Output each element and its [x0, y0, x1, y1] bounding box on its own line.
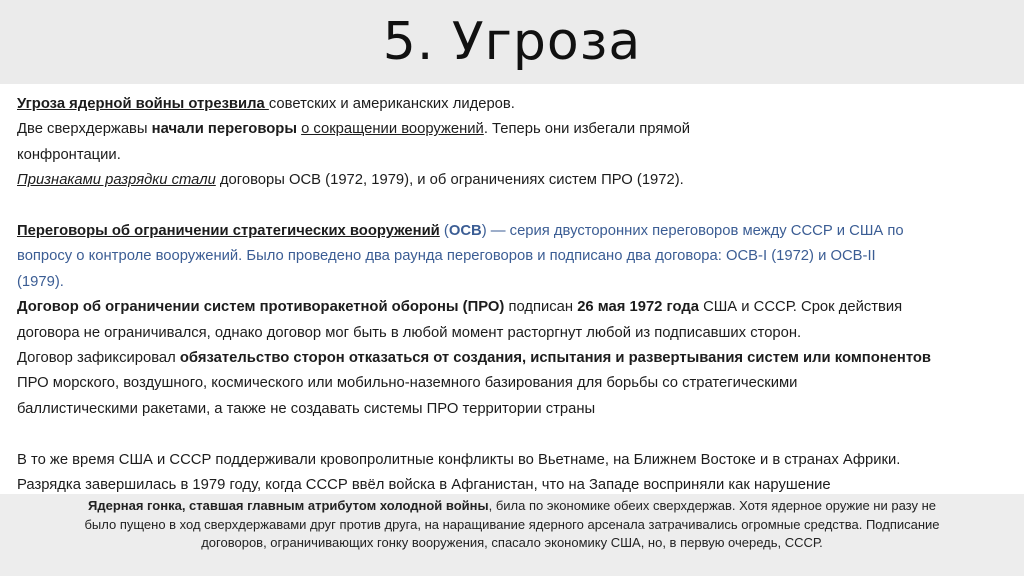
paragraph-negotiations — [17, 117, 1007, 142]
paragraph-detente — [17, 168, 1007, 193]
arms-race-phrase: Ядерная гонка, ставшая главным атрибутом холодной войны — [88, 498, 489, 513]
obligation-phrase: обязательство сторон отказаться от создания, испытания и развертывания систем или компонентов — [179, 350, 932, 367]
obligation-line2: ПРО морского, воздушного, космического или мобильно-наземного базирования для борьбы со стратегическими — [17, 375, 798, 392]
salt-description-line3: (1979). — [17, 273, 64, 290]
slide-title: 5. Угроза — [382, 12, 642, 72]
salt-description-line2: вопросу о контроле вооружений. Было проведено два раунда переговоров и подписано два договора: ОСВ-I (1972) и ОСВ-II — [17, 248, 876, 265]
treaties-text: договоры ОСВ (1972, 1979), и об ограничениях систем ПРО (1972). — [215, 172, 684, 189]
obligation-line3: баллистическими ракетами, а также не создавать системы ПРО территории страны — [17, 400, 596, 417]
signed-text: подписан — [504, 299, 578, 316]
abm-heading: Договор об ограничении систем противоракетной обороны (ПРО) — [17, 299, 505, 316]
footer-line1-rest: , била по экономике обеих сверхдержав. Хотя ядерное оружие ни разу не — [488, 498, 936, 513]
paragraph-obligation — [17, 346, 1007, 371]
blank-line — [17, 194, 1007, 219]
salt-description: ) — серия двусторонних переговоров между СССР и США по — [481, 223, 904, 240]
blank-line — [17, 422, 1007, 447]
footer-line1 — [0, 497, 1024, 516]
detente-signs-phrase: Признаками разрядки стали — [17, 172, 216, 189]
paragraph-threat — [17, 92, 1007, 117]
slide-body — [17, 92, 1007, 498]
arms-reduction-phrase: о сокращении вооружений — [301, 121, 484, 138]
superpowers-text: Две сверхдержавы — [17, 121, 152, 138]
leaders-text: советских и американских лидеров. — [268, 96, 515, 112]
abm-date: 26 мая 1972 года — [577, 299, 699, 316]
paragraph-abm — [17, 295, 1007, 320]
abm-parties-text: США и СССР. Срок действия — [698, 299, 903, 316]
salt-heading: Переговоры об ограничении стратегических вооружений — [17, 223, 440, 240]
started-negotiations-phrase: начали переговоры — [151, 121, 297, 138]
footer-text — [0, 497, 1024, 553]
paragraph-conflicts: В то же время США и СССР поддерживали кровопролитные конфликты во Вьетнаме, на Ближнем Востоке и в странах Африки. — [17, 451, 901, 468]
abm-term-text: договора не ограничивался, однако договор мог быть в любой момент расторгнут любой из подписавших сторон. — [17, 324, 802, 341]
treaty-fixed-text: Договор зафиксировал — [17, 350, 180, 367]
threat-sobered-phrase: Угроза ядерной войны отрезвила — [17, 96, 269, 112]
paren-open: ( — [439, 223, 449, 240]
salt-abbreviation: ОСВ — [448, 223, 482, 240]
paragraph-detente-end: Разрядка завершилась в 1979 году, когда СССР ввёл войска в Афганистан, что на Западе восприняли как нарушение — [17, 477, 831, 494]
paragraph-salt — [17, 219, 1007, 244]
footer-band — [0, 494, 1024, 576]
footer-line3: договоров, ограничивающих гонку вооружения, спасало экономику США, но, в первую очередь, СССР. — [201, 535, 823, 550]
avoid-confrontation-text: . Теперь они избегали прямой — [483, 121, 691, 138]
footer-line2: было пущено в ход сверхдержавами друг против друга, на наращивание ядерного арсенала затрачивались огромные средства. Подписание — [84, 516, 940, 532]
paragraph-negotiations-cont: конфронтации. — [17, 146, 121, 163]
